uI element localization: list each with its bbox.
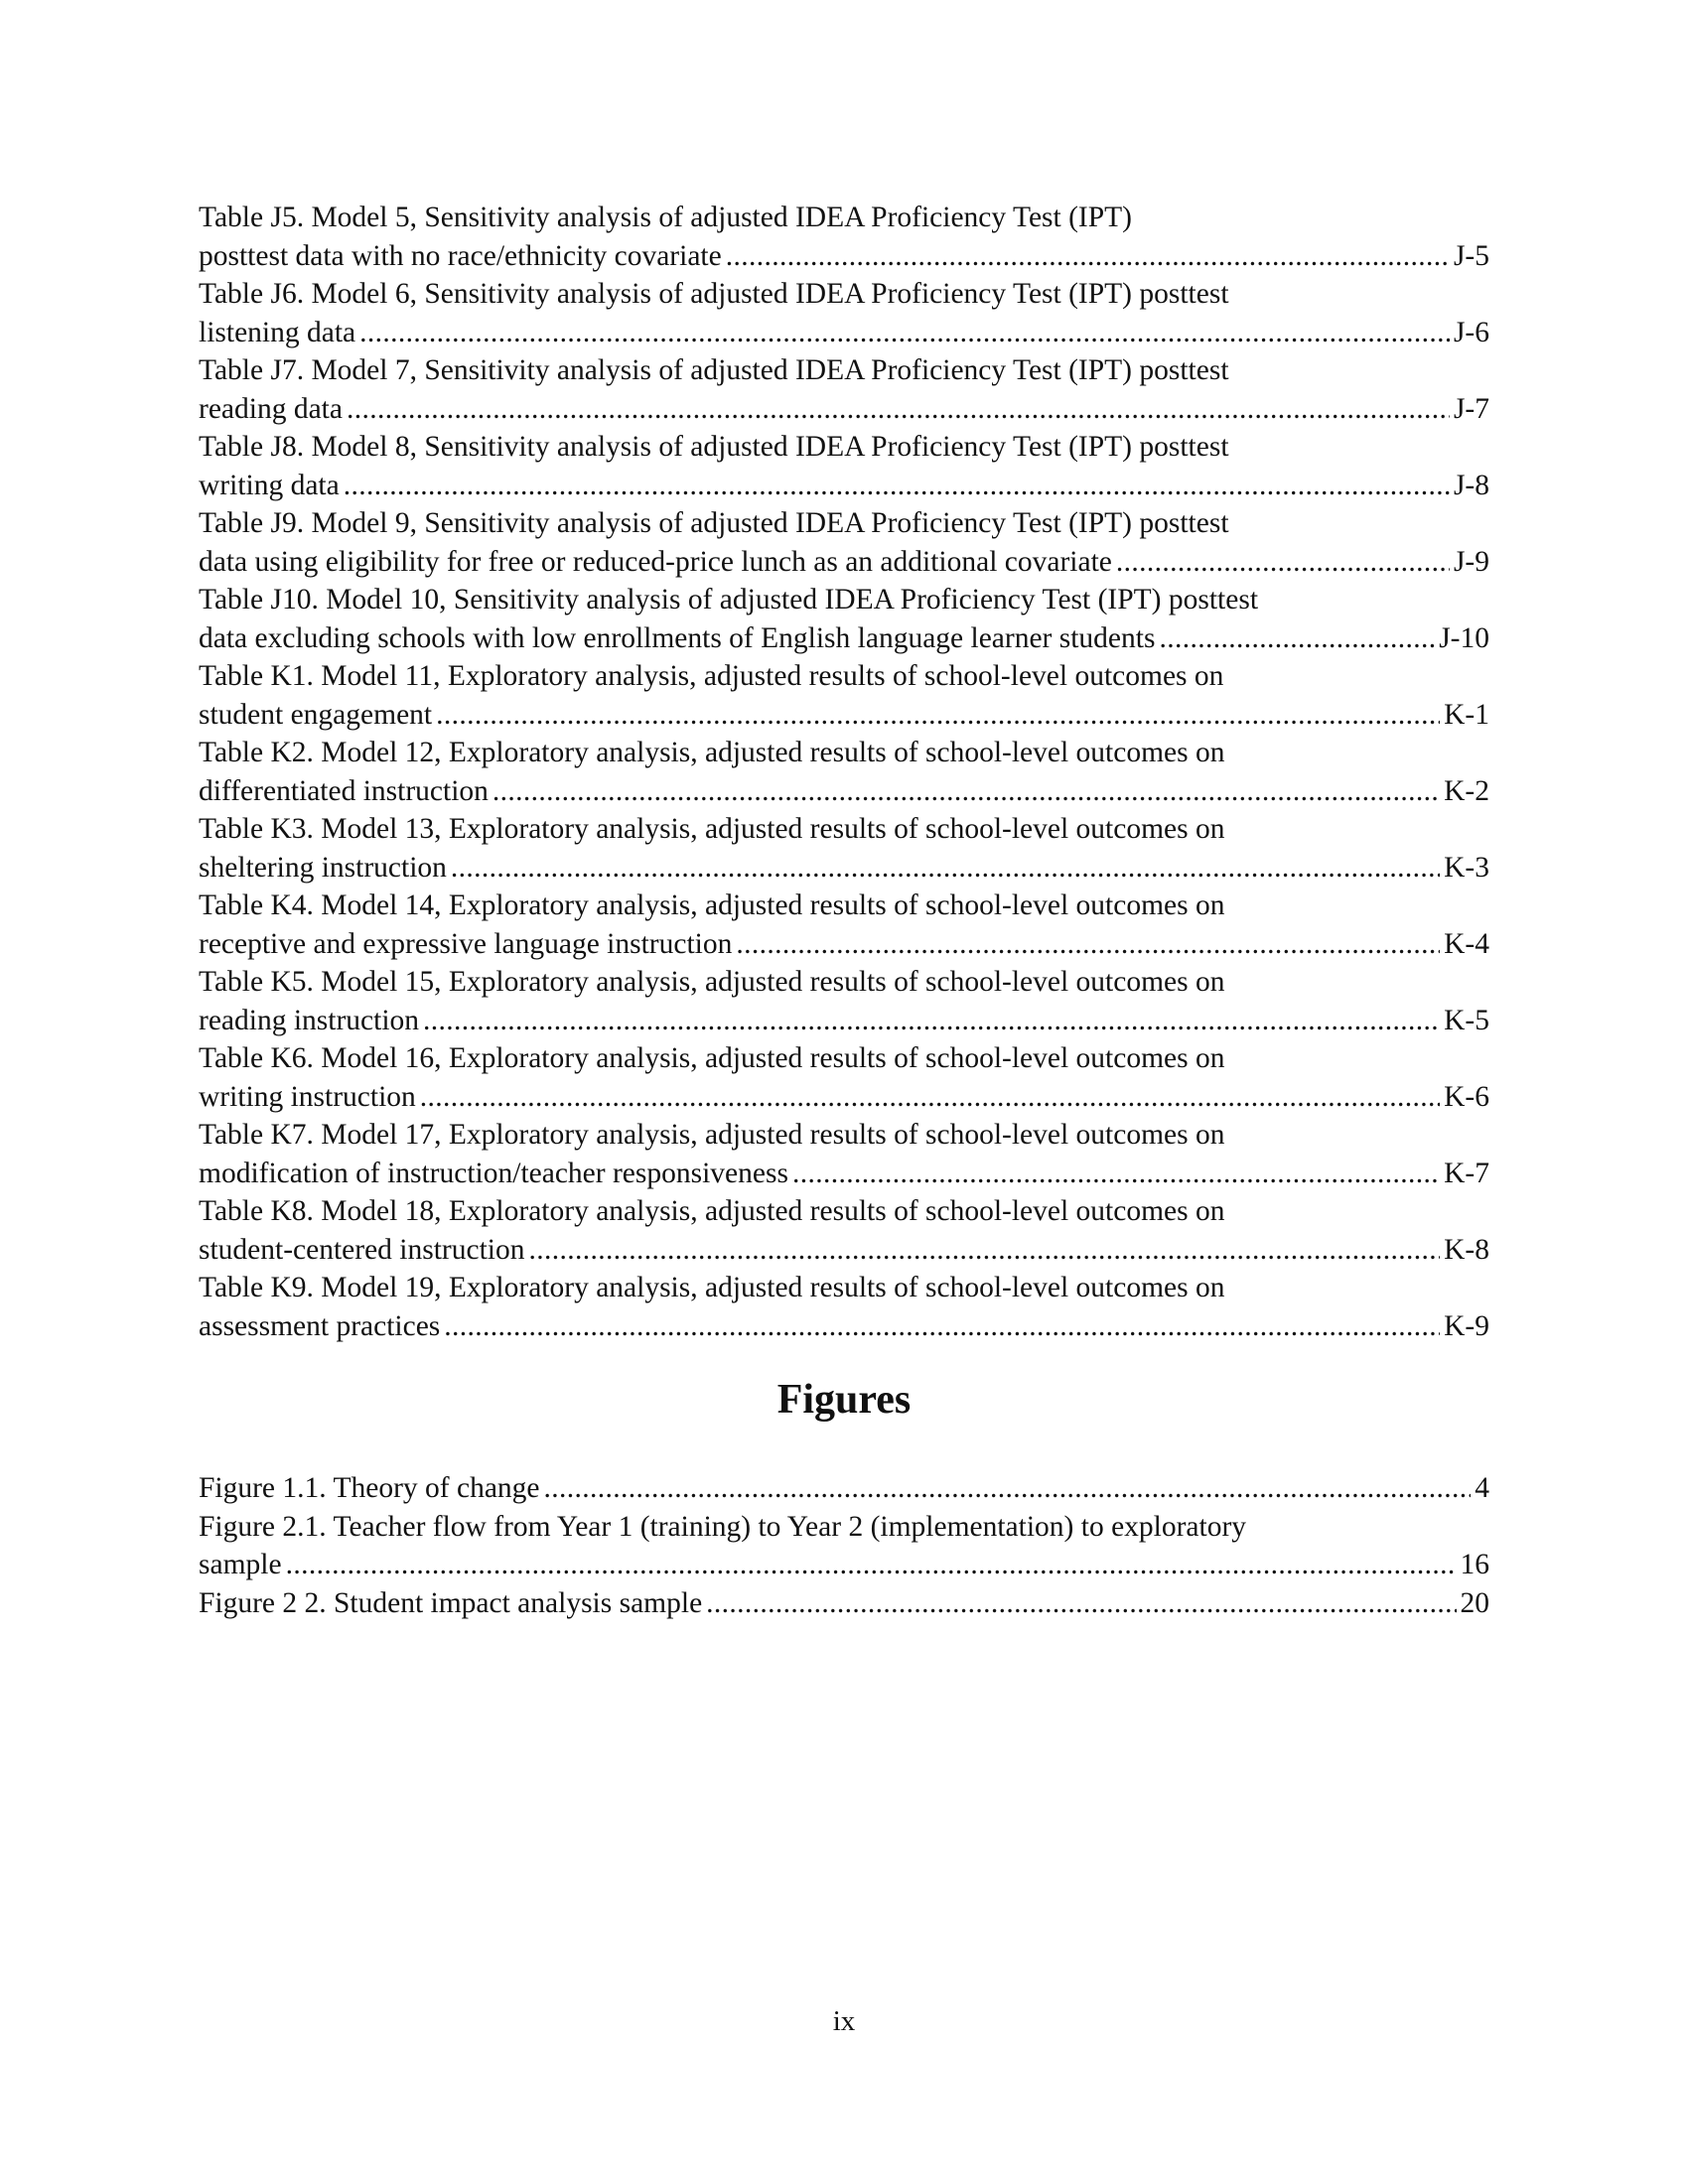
dot-leader: [359, 314, 1450, 352]
toc-entry-title-continued: differentiated instruction: [199, 774, 489, 807]
toc-entry-leader-line: [199, 849, 1489, 887]
toc-entry-title: Table K2. Model 12, Exploratory analysis, adjusted results of school-level outcomes on: [199, 737, 1225, 768]
toc-entry[interactable]: [199, 581, 1489, 657]
toc-entry-page-number: J-6: [1453, 316, 1489, 348]
dot-leader: [492, 772, 1440, 811]
toc-entry[interactable]: [199, 1116, 1489, 1192]
toc-entry[interactable]: [199, 657, 1489, 734]
toc-entry[interactable]: [199, 1269, 1489, 1345]
toc-entry-title: Table J5. Model 5, Sensitivity analysis of adjusted IDEA Proficiency Test (IPT): [199, 202, 1132, 233]
dot-leader: [1116, 543, 1450, 582]
dot-leader: [529, 1231, 1441, 1270]
toc-entry-title-continued: listening data: [199, 316, 356, 348]
toc-entry-leader-line: [199, 390, 1489, 429]
toc-entry-leader-line: [199, 772, 1489, 811]
toc-entry-title-continued: student-centered instruction: [199, 1233, 525, 1266]
toc-entry-title-continued: sample: [199, 1549, 282, 1580]
dot-leader: [792, 1155, 1440, 1193]
dot-leader: [544, 1469, 1472, 1508]
toc-entry-title: Table K8. Model 18, Exploratory analysis, adjusted results of school-level outcomes on: [199, 1195, 1225, 1227]
toc-entry[interactable]: [199, 1039, 1489, 1116]
toc-entry-page-number: K-7: [1444, 1157, 1489, 1189]
toc-entry-page-number: K-4: [1444, 927, 1489, 960]
toc-entry-page-number: K-8: [1444, 1233, 1489, 1266]
toc-entry-title: Table J8. Model 8, Sensitivity analysis of adjusted IDEA Proficiency Test (IPT) posttest: [199, 431, 1229, 463]
page-number: ix: [832, 2005, 856, 2037]
toc-entry-title: Table K5. Model 15, Exploratory analysis, adjusted results of school-level outcomes on: [199, 966, 1225, 998]
toc-entry-title: Table J6. Model 6, Sensitivity analysis of adjusted IDEA Proficiency Test (IPT) posttest: [199, 278, 1229, 310]
toc-entry-leader-line: [199, 1584, 1489, 1623]
toc-entry-page-number: J-7: [1453, 392, 1489, 425]
toc-entry[interactable]: [199, 1469, 1489, 1508]
toc-entry-page-number: K-2: [1444, 774, 1489, 807]
toc-entry-title-continued: writing instruction: [199, 1080, 416, 1113]
toc-entry-leader-line: [199, 1078, 1489, 1117]
dot-leader: [1159, 619, 1435, 658]
dot-leader: [451, 849, 1440, 887]
toc-entry-title-continued: writing data: [199, 469, 340, 501]
toc-entry-page-number: 4: [1475, 1472, 1489, 1504]
toc-entry-title-continued: reading instruction: [199, 1004, 420, 1036]
toc-entry[interactable]: [199, 1584, 1489, 1623]
toc-entry-page-number: 20: [1460, 1586, 1489, 1619]
toc-entry[interactable]: [199, 428, 1489, 504]
toc-entry[interactable]: [199, 199, 1489, 275]
figures-heading: Figures: [776, 1377, 912, 1423]
toc-entry-leader-line: [199, 467, 1489, 505]
dot-leader: [436, 696, 1440, 735]
toc-entry[interactable]: [199, 1192, 1489, 1269]
toc-entry-page-number: K-1: [1444, 698, 1489, 731]
dot-leader: [736, 925, 1440, 964]
toc-entry-title: Figure 2.1. Teacher flow from Year 1 (training) to Year 2 (implementation) to exploratory: [199, 1510, 1247, 1543]
toc-entry-title-continued: receptive and expressive language instruction: [199, 927, 733, 960]
toc-entry-leader-line: [199, 1002, 1489, 1040]
dot-leader: [420, 1078, 1440, 1117]
toc-entry-leader-line: [199, 925, 1489, 964]
toc-entry-page-number: J-9: [1453, 545, 1489, 578]
toc-entry-title-continued: modification of instruction/teacher responsiveness: [199, 1157, 788, 1189]
toc-entry-page-number: J-5: [1453, 239, 1489, 272]
toc-entry[interactable]: [199, 275, 1489, 351]
toc-entry-title-continued: student engagement: [199, 698, 433, 731]
toc-entry-title: Table K6. Model 16, Exploratory analysis, adjusted results of school-level outcomes on: [199, 1042, 1225, 1074]
toc-entry-page-number: 16: [1460, 1549, 1489, 1580]
toc-entry-leader-line: [199, 1307, 1489, 1346]
toc-entry-page-number: K-3: [1444, 851, 1489, 884]
toc-entry-page-number: J-8: [1453, 469, 1489, 501]
toc-entry-leader-line: [199, 1231, 1489, 1270]
toc-entry-title-continued: Figure 2 2. Student impact analysis sample: [199, 1586, 703, 1619]
toc-entry-page-number: K-5: [1444, 1004, 1489, 1036]
toc-entry-title: Table K9. Model 19, Exploratory analysis, adjusted results of school-level outcomes on: [199, 1272, 1225, 1303]
toc-entry-page-number: K-6: [1444, 1080, 1489, 1113]
toc-entry-title-continued: assessment practices: [199, 1309, 441, 1342]
toc-entry-leader-line: [199, 619, 1489, 658]
toc-entry[interactable]: [199, 887, 1489, 963]
toc-entry-leader-line: [199, 1155, 1489, 1193]
toc-entry-leader-line: [199, 314, 1489, 352]
toc-entry-title: Table J9. Model 9, Sensitivity analysis of adjusted IDEA Proficiency Test (IPT) posttest: [199, 507, 1229, 539]
toc-entry-leader-line: [199, 543, 1489, 582]
dot-leader: [444, 1307, 1440, 1346]
toc-entry-page-number: K-9: [1444, 1309, 1489, 1342]
toc-entry-leader-line: [199, 1469, 1489, 1508]
dot-leader: [286, 1546, 1457, 1584]
toc-entry[interactable]: [199, 963, 1489, 1039]
toc-entry-title: Table J10. Model 10, Sensitivity analysis of adjusted IDEA Proficiency Test (IPT) posttest: [199, 584, 1259, 615]
toc-entry[interactable]: [199, 810, 1489, 887]
toc-entry[interactable]: [199, 1508, 1489, 1584]
toc-entry-page-number: J-10: [1439, 621, 1489, 654]
dot-leader: [706, 1584, 1456, 1623]
dot-leader: [347, 390, 1450, 429]
toc-entry-title: Table K4. Model 14, Exploratory analysis, adjusted results of school-level outcomes on: [199, 889, 1225, 921]
toc-entry[interactable]: [199, 734, 1489, 810]
toc-entry-title-continued: reading data: [199, 392, 343, 425]
toc-entry-title: Table J7. Model 7, Sensitivity analysis of adjusted IDEA Proficiency Test (IPT) posttest: [199, 354, 1229, 386]
list-of-figures: [199, 1469, 1489, 1622]
toc-entry-title-continued: sheltering instruction: [199, 851, 447, 884]
toc-entry-leader-line: [199, 696, 1489, 735]
toc-entry-title-continued: Figure 1.1. Theory of change: [199, 1472, 540, 1504]
toc-entry-title: Table K1. Model 11, Exploratory analysis, adjusted results of school-level outcomes on: [199, 660, 1224, 692]
toc-entry[interactable]: [199, 504, 1489, 581]
list-of-tables: [199, 199, 1489, 1345]
toc-entry-title: Table K7. Model 17, Exploratory analysis, adjusted results of school-level outcomes on: [199, 1119, 1225, 1151]
toc-entry-title-continued: data excluding schools with low enrollments of English language learner students: [199, 621, 1156, 654]
toc-entry[interactable]: [199, 351, 1489, 428]
toc-entry-title: Table K3. Model 13, Exploratory analysis, adjusted results of school-level outcomes on: [199, 813, 1225, 845]
toc-entry-title-continued: posttest data with no race/ethnicity covariate: [199, 239, 722, 272]
toc-entry-title-continued: data using eligibility for free or reduced-price lunch as an additional covariate: [199, 545, 1112, 578]
toc-entry-leader-line: [199, 1546, 1489, 1584]
dot-leader: [726, 237, 1450, 276]
dot-leader: [344, 467, 1450, 505]
dot-leader: [423, 1002, 1440, 1040]
toc-entry-leader-line: [199, 237, 1489, 276]
